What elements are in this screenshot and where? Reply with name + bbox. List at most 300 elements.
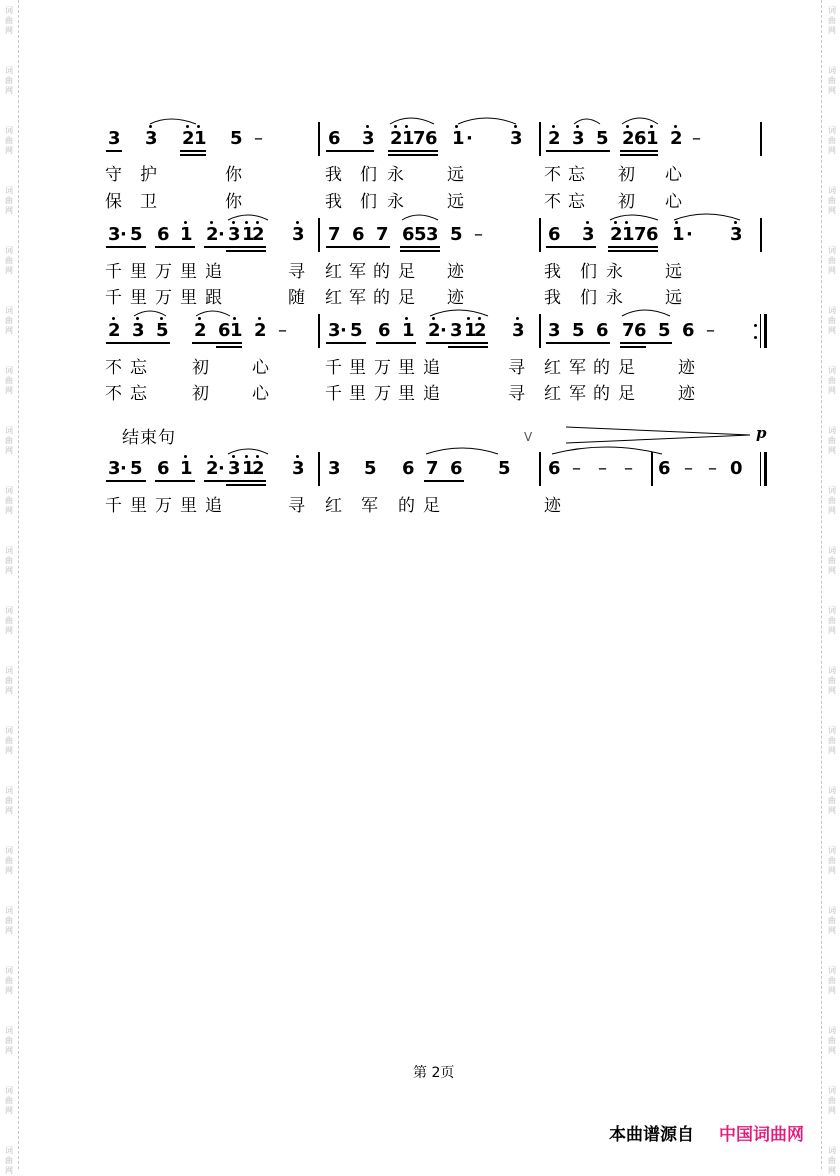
watermark-glyph: 曲: [5, 436, 13, 445]
watermark-glyph: 网: [5, 206, 13, 215]
watermark-glyph: 词: [828, 1146, 836, 1155]
note: 2: [206, 224, 219, 245]
note: 1: [194, 128, 207, 149]
lyric: 红: [544, 384, 562, 404]
dash: –: [598, 458, 607, 479]
lyric: 们: [360, 192, 378, 212]
watermark-glyph: 网: [5, 386, 13, 395]
note: 6: [450, 458, 463, 479]
note: 2: [670, 128, 683, 149]
note: 1: [646, 128, 659, 149]
note: 1: [452, 128, 465, 149]
lyric: 迹: [447, 262, 465, 282]
watermark-glyph: 词: [5, 1086, 13, 1095]
lyric: 我: [325, 192, 343, 212]
watermark-glyph: 网: [5, 266, 13, 275]
note: 5: [414, 224, 427, 245]
lyric: 军: [569, 358, 587, 378]
lyric: 的: [398, 496, 416, 516]
watermark-glyph: 网: [828, 506, 836, 515]
note: 1: [622, 224, 635, 245]
watermark-glyph: 曲: [5, 1096, 13, 1105]
lyric: 里: [398, 384, 416, 404]
note: 3: [328, 320, 341, 341]
watermark-glyph: 网: [5, 26, 13, 35]
note: 1: [464, 320, 477, 341]
note: 7: [426, 458, 439, 479]
lyric: 追: [423, 358, 441, 378]
note: 2: [182, 128, 195, 149]
watermark-glyph: 词: [5, 966, 13, 975]
watermark-glyph: 词: [828, 126, 836, 135]
lyric: 的: [373, 262, 391, 282]
lyric: 里: [180, 262, 198, 282]
lyric: 千: [325, 384, 343, 404]
lyric: 们: [360, 165, 378, 185]
lyric: 远: [665, 262, 683, 282]
lyric: 万: [155, 496, 173, 516]
watermark-glyph: 词: [828, 906, 836, 915]
lyric: 足: [618, 358, 636, 378]
watermark-glyph: 词: [828, 966, 836, 975]
lyric: 万: [374, 358, 392, 378]
lyric: 军: [569, 384, 587, 404]
dot: ·: [466, 128, 473, 149]
watermark-glyph: 曲: [5, 916, 13, 925]
watermark-glyph: 曲: [5, 796, 13, 805]
note: 6: [596, 320, 609, 341]
lyric: 的: [373, 288, 391, 308]
watermark-glyph: 词: [828, 366, 836, 375]
lyric: 红: [544, 358, 562, 378]
watermark-glyph: 词: [5, 546, 13, 555]
note: 6: [352, 224, 365, 245]
note: 5: [658, 320, 671, 341]
note: 0: [730, 458, 743, 479]
watermark-glyph: 曲: [828, 76, 836, 85]
watermark-glyph: 网: [828, 626, 836, 635]
watermark-glyph: 网: [828, 146, 836, 155]
note: 6: [378, 320, 391, 341]
lyric: 军: [349, 262, 367, 282]
watermark-glyph: 网: [828, 26, 836, 35]
watermark-glyph: 网: [5, 806, 13, 815]
lyric: 军: [361, 496, 379, 516]
watermark-glyph: 曲: [828, 1036, 836, 1045]
lyric: 的: [593, 384, 611, 404]
lyric: 千: [105, 496, 123, 516]
note: 3: [292, 224, 305, 245]
lyric: 守: [105, 165, 123, 185]
source-site-link[interactable]: 中国词曲网: [719, 1125, 804, 1144]
lyric: 远: [447, 165, 465, 185]
dash: –: [572, 458, 581, 479]
watermark-glyph: 曲: [828, 196, 836, 205]
lyric: 永: [606, 288, 624, 308]
note: 3: [582, 224, 595, 245]
watermark-glyph: 网: [5, 1166, 13, 1175]
watermark-glyph: 曲: [5, 76, 13, 85]
dash: –: [706, 320, 715, 341]
lyric: 忘: [130, 384, 148, 404]
watermark-glyph: 网: [5, 446, 13, 455]
watermark-glyph: 词: [5, 606, 13, 615]
watermark-glyph: 词: [828, 186, 836, 195]
watermark-glyph: 曲: [828, 616, 836, 625]
watermark-glyph: 词: [5, 786, 13, 795]
watermark-glyph: 网: [5, 866, 13, 875]
watermark-glyph: 曲: [828, 496, 836, 505]
note: 5: [450, 224, 463, 245]
watermark-glyph: 网: [5, 506, 13, 515]
lyric: 迹: [678, 358, 696, 378]
lyric: 里: [130, 496, 148, 516]
note: 1: [180, 224, 193, 245]
note: 2: [622, 128, 635, 149]
lyric: 心: [665, 192, 683, 212]
note: 7: [413, 128, 426, 149]
dash: –: [708, 458, 717, 479]
note: 6: [634, 128, 647, 149]
dot: ·: [686, 224, 693, 245]
lyric: 心: [665, 165, 683, 185]
watermark-glyph: 曲: [5, 976, 13, 985]
watermark-glyph: 曲: [5, 616, 13, 625]
watermark-glyph: 网: [5, 626, 13, 635]
note: 1: [672, 224, 685, 245]
note: 6: [682, 320, 695, 341]
lyric: 里: [398, 358, 416, 378]
note: 2: [194, 320, 207, 341]
lyric: 远: [665, 288, 683, 308]
note: 3: [292, 458, 305, 479]
watermark-glyph: 曲: [5, 856, 13, 865]
watermark-glyph: 网: [5, 326, 13, 335]
watermark-glyph: 词: [5, 366, 13, 375]
note: 6: [218, 320, 231, 341]
watermark-glyph: 词: [828, 1086, 836, 1095]
lyric: 的: [593, 358, 611, 378]
watermark-glyph: 曲: [828, 316, 836, 325]
lyric: 追: [205, 262, 223, 282]
lyric: 千: [105, 288, 123, 308]
watermark-glyph: 曲: [5, 136, 13, 145]
lyric: 寻: [288, 496, 306, 516]
watermark-glyph: 词: [828, 546, 836, 555]
note: 7: [634, 224, 647, 245]
lyric: 军: [349, 288, 367, 308]
watermark-glyph: 曲: [5, 496, 13, 505]
lyric: 里: [130, 262, 148, 282]
note: 7: [328, 224, 341, 245]
dot: ·: [440, 320, 447, 341]
lyric: 永: [387, 192, 405, 212]
note: 7: [622, 320, 635, 341]
source-label: 本曲谱源自: [609, 1125, 694, 1144]
watermark-glyph: 曲: [5, 1036, 13, 1045]
note: 3: [362, 128, 375, 149]
watermark-glyph: 词: [5, 66, 13, 75]
lyric: 忘: [130, 358, 148, 378]
lyric: 永: [387, 165, 405, 185]
watermark-glyph: 曲: [5, 736, 13, 745]
watermark-glyph: 网: [828, 266, 836, 275]
watermark-glyph: 词: [828, 1026, 836, 1035]
note: 6: [646, 224, 659, 245]
note: 6: [157, 458, 170, 479]
watermark-glyph: 网: [828, 1166, 836, 1175]
watermark-glyph: 曲: [5, 376, 13, 385]
lyric: 千: [325, 358, 343, 378]
lyric: 我: [325, 165, 343, 185]
watermark-glyph: 曲: [828, 916, 836, 925]
watermark-glyph: 网: [5, 146, 13, 155]
page-number: 第 2页: [413, 1065, 455, 1081]
lyric: 里: [180, 288, 198, 308]
note: 3: [450, 320, 463, 341]
lyric: 迹: [678, 384, 696, 404]
watermark-glyph: 词: [828, 6, 836, 15]
note: 3: [108, 128, 121, 149]
note: 5: [130, 224, 143, 245]
dot: ·: [120, 224, 127, 245]
lyric: 足: [618, 384, 636, 404]
watermark-glyph: 词: [5, 426, 13, 435]
lyric: 忘: [568, 165, 586, 185]
watermark-glyph: 网: [828, 866, 836, 875]
lyric: 迹: [544, 496, 562, 516]
watermark-glyph: 曲: [5, 196, 13, 205]
lyric: 不: [105, 384, 123, 404]
lyric: 初: [618, 165, 636, 185]
watermark-glyph: 曲: [5, 676, 13, 685]
lyric: 寻: [508, 384, 526, 404]
note: 3: [228, 458, 241, 479]
note: 3: [145, 128, 158, 149]
note: 5: [130, 458, 143, 479]
note: 5: [596, 128, 609, 149]
lyric: 心: [252, 384, 270, 404]
watermark-glyph: 词: [5, 846, 13, 855]
note: 6: [425, 128, 438, 149]
note: 3: [512, 320, 525, 341]
lyric: 红: [325, 262, 343, 282]
watermark-glyph: 词: [828, 726, 836, 735]
note: 6: [548, 224, 561, 245]
dynamic-mark: p: [756, 424, 767, 442]
lyric: 心: [252, 358, 270, 378]
lyric: 不: [105, 358, 123, 378]
note: 5: [498, 458, 511, 479]
lyric: 随: [288, 288, 306, 308]
watermark-glyph: 网: [828, 326, 836, 335]
note: 1: [230, 320, 243, 341]
note: 1: [180, 458, 193, 479]
watermark-glyph: 网: [828, 1046, 836, 1055]
dot: ·: [218, 224, 225, 245]
watermark-glyph: 曲: [828, 376, 836, 385]
watermark-glyph: 网: [828, 926, 836, 935]
note: 6: [157, 224, 170, 245]
watermark-glyph: 网: [5, 1106, 13, 1115]
lyric: 里: [349, 358, 367, 378]
watermark-glyph: 词: [5, 906, 13, 915]
watermark-glyph: 网: [828, 746, 836, 755]
note: 2: [390, 128, 403, 149]
lyric: 万: [374, 384, 392, 404]
note: 3: [328, 458, 341, 479]
lyric: 护: [140, 165, 158, 185]
lyric: 追: [423, 384, 441, 404]
dash: –: [254, 128, 263, 149]
watermark-glyph: 词: [5, 486, 13, 495]
note: 3: [510, 128, 523, 149]
watermark-glyph: 网: [828, 386, 836, 395]
watermark-glyph: 词: [828, 846, 836, 855]
note: 5: [350, 320, 363, 341]
watermark-glyph: 曲: [828, 256, 836, 265]
watermark-glyph: 网: [5, 746, 13, 755]
watermark-glyph: 词: [828, 666, 836, 675]
watermark-glyph: 网: [5, 926, 13, 935]
watermark-glyph: 曲: [828, 796, 836, 805]
note: 3: [108, 224, 121, 245]
watermark-glyph: 曲: [828, 676, 836, 685]
lyric: 红: [325, 496, 343, 516]
watermark-glyph: 词: [828, 486, 836, 495]
watermark-glyph: 网: [828, 686, 836, 695]
lyric: 跟: [205, 288, 223, 308]
watermark-glyph: 词: [5, 726, 13, 735]
watermark-glyph: 词: [828, 246, 836, 255]
watermark-glyph: 曲: [828, 976, 836, 985]
lyric: 忘: [568, 192, 586, 212]
note: 3: [548, 320, 561, 341]
watermark-glyph: 词: [828, 786, 836, 795]
watermark-glyph: 网: [828, 806, 836, 815]
lyric: 远: [447, 192, 465, 212]
lyric: 不: [544, 165, 562, 185]
note: 5: [156, 320, 169, 341]
note: 6: [402, 458, 415, 479]
lyric: 追: [205, 496, 223, 516]
lyric: 足: [398, 262, 416, 282]
note: 6: [402, 224, 415, 245]
dash: –: [692, 128, 701, 149]
note: 3: [132, 320, 145, 341]
lyric: 寻: [288, 262, 306, 282]
note: 1: [402, 128, 415, 149]
watermark-glyph: 曲: [5, 16, 13, 25]
note: 6: [548, 458, 561, 479]
watermark-glyph: 词: [5, 6, 13, 15]
watermark-glyph: 网: [828, 566, 836, 575]
watermark-glyph: 曲: [828, 436, 836, 445]
watermark-glyph: 网: [5, 566, 13, 575]
lyric: 万: [155, 262, 173, 282]
lyric: 里: [130, 288, 148, 308]
dot: ·: [340, 320, 347, 341]
watermark-glyph: 曲: [828, 556, 836, 565]
lyric: 们: [580, 288, 598, 308]
lyric: 保: [105, 192, 123, 212]
watermark-glyph: 曲: [828, 856, 836, 865]
lyric: 我: [544, 262, 562, 282]
lyric: 们: [580, 262, 598, 282]
watermark-glyph: 网: [5, 686, 13, 695]
note: 1: [242, 458, 255, 479]
watermark-glyph: 曲: [5, 316, 13, 325]
note: 3: [572, 128, 585, 149]
note: 6: [658, 458, 671, 479]
watermark-glyph: 词: [828, 66, 836, 75]
watermark-glyph: 词: [5, 306, 13, 315]
slurs-and-ties: [0, 0, 840, 500]
note: 5: [364, 458, 377, 479]
watermark-glyph: 曲: [828, 1156, 836, 1165]
watermark-glyph: 网: [828, 986, 836, 995]
watermark-glyph: 曲: [828, 16, 836, 25]
note: 5: [572, 320, 585, 341]
note: 3: [730, 224, 743, 245]
lyric: 我: [544, 288, 562, 308]
lyric: 红: [325, 288, 343, 308]
watermark-glyph: 曲: [5, 1156, 13, 1165]
watermark-glyph: 词: [5, 186, 13, 195]
note: 2: [610, 224, 623, 245]
watermark-glyph: 词: [5, 126, 13, 135]
lyric: 初: [192, 384, 210, 404]
note: 3: [108, 458, 121, 479]
watermark-glyph: 曲: [828, 136, 836, 145]
lyric: 你: [225, 192, 243, 212]
note: 5: [230, 128, 243, 149]
watermark-glyph: 网: [5, 86, 13, 95]
watermark-glyph: 词: [828, 306, 836, 315]
watermark-glyph: 词: [5, 666, 13, 675]
dash: –: [624, 458, 633, 479]
lyric: 万: [155, 288, 173, 308]
watermark-glyph: 词: [5, 1146, 13, 1155]
breath-mark: V: [524, 430, 533, 444]
note: 2: [108, 320, 121, 341]
dot: ·: [120, 458, 127, 479]
lyric: 初: [192, 358, 210, 378]
watermark-glyph: 词: [5, 246, 13, 255]
dot: ·: [218, 458, 225, 479]
section-label: 结束句: [122, 428, 176, 448]
note: 2: [252, 458, 265, 479]
watermark-glyph: 网: [828, 1106, 836, 1115]
note: 3: [426, 224, 439, 245]
watermark-glyph: 词: [5, 1026, 13, 1035]
note: 2: [252, 224, 265, 245]
watermark-glyph: 曲: [5, 556, 13, 565]
lyric: 不: [544, 192, 562, 212]
note: 2: [254, 320, 267, 341]
lyric: 里: [349, 384, 367, 404]
lyric: 永: [606, 262, 624, 282]
watermark-glyph: 网: [828, 206, 836, 215]
note: 1: [242, 224, 255, 245]
watermark-glyph: 曲: [5, 256, 13, 265]
watermark-glyph: 词: [828, 606, 836, 615]
lyric: 里: [180, 496, 198, 516]
lyric: 足: [398, 288, 416, 308]
watermark-glyph: 曲: [828, 736, 836, 745]
lyric: 足: [423, 496, 441, 516]
watermark-glyph: 网: [828, 446, 836, 455]
